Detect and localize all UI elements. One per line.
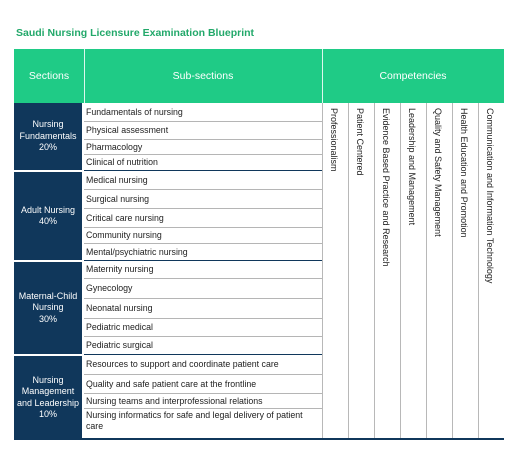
header-sections: Sections <box>28 70 70 82</box>
table-row: Fundamentals of nursing <box>84 103 322 122</box>
competency-patient-centered: Patient Centered <box>355 108 365 176</box>
document-title: Saudi Nursing Licensure Examination Blueprint <box>16 27 255 39</box>
header-competencies: Competencies <box>379 70 447 82</box>
section-nursing-fundamentals <box>14 103 82 170</box>
column-divider <box>400 103 401 439</box>
section-name: Nursing Fundamentals <box>19 119 77 141</box>
table-row: Nursing informatics for safe and legal delivery of patient care <box>86 410 303 431</box>
section-adult-nursing <box>14 172 82 260</box>
table-row: Neonatal nursing <box>84 299 322 319</box>
table-row: Community nursing <box>84 228 322 244</box>
header-subsections: Sub-sections <box>172 70 234 82</box>
table-bottom-border <box>14 438 504 440</box>
section-weight: 20% <box>38 142 57 153</box>
column-divider <box>452 103 453 439</box>
table-header <box>14 49 504 103</box>
competency-professionalism: Professionalism <box>329 108 339 172</box>
table-row: Pediatric medical <box>84 319 322 337</box>
table-row: Quality and safe patient care at the frontline <box>84 375 322 394</box>
table-row: Resources to support and coordinate patient care <box>84 355 322 375</box>
competency-quality-safety: Quality and Safety Management <box>433 108 443 237</box>
table-row: Clinical of nutrition <box>84 155 322 171</box>
table-row: Nursing teams and interprofessional relations <box>84 394 322 409</box>
section-name: Nursing Management and Leadership <box>16 374 80 408</box>
section-name: Maternal-Child Nursing <box>18 290 78 313</box>
competency-leadership-management: Leadership and Management <box>407 108 417 226</box>
table-row: Mental/psychiatric nursing <box>84 244 322 261</box>
table-row: Pediatric surgical <box>84 337 322 355</box>
section-name: Adult Nursing <box>20 204 76 215</box>
section-weight: 40% <box>38 216 57 226</box>
column-divider <box>348 103 349 439</box>
section-weight: 10% <box>38 409 57 419</box>
table-row: Surgical nursing <box>84 190 322 209</box>
competency-health-education: Health Education and Promotion <box>459 108 469 238</box>
competency-communication-it: Communication and Information Technology <box>485 108 495 284</box>
column-divider <box>322 103 323 439</box>
column-divider <box>478 103 479 439</box>
competency-evidence-based-practice: Evidence Based Practice and Research <box>381 108 391 267</box>
section-nursing-management <box>14 356 82 439</box>
section-maternal-child-nursing <box>14 262 82 354</box>
table-row: Gynecology <box>84 279 322 299</box>
table-row: Medical nursing <box>84 171 322 190</box>
table-row: Pharmacology <box>84 140 322 155</box>
table-row: Physical assessment <box>84 122 322 140</box>
column-divider <box>426 103 427 439</box>
column-divider <box>374 103 375 439</box>
section-weight: 30% <box>38 313 57 324</box>
table-row: Critical care nursing <box>84 209 322 228</box>
table-row: Maternity nursing <box>84 261 322 279</box>
